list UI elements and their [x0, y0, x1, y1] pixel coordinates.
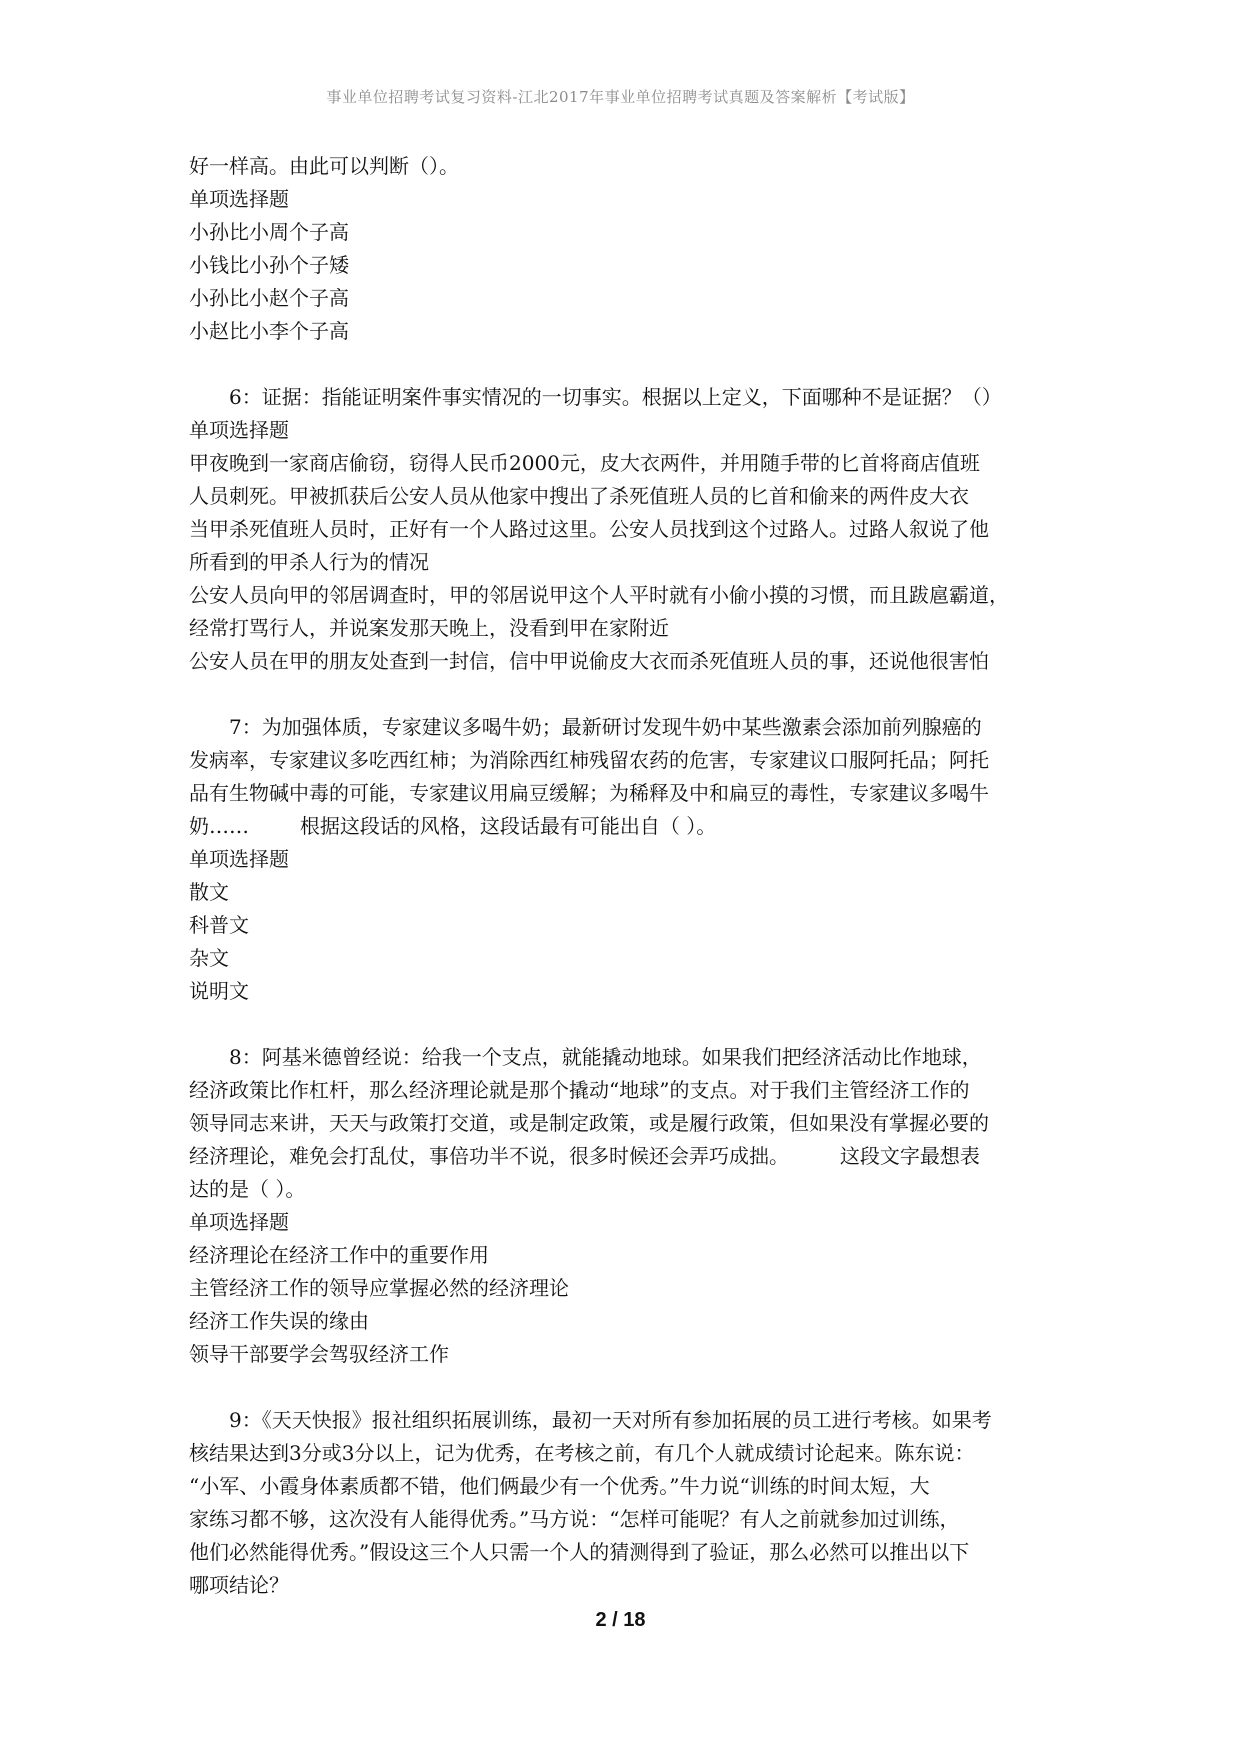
option: 经济理论在经济工作中的重要作用	[189, 1243, 489, 1267]
page-number: 2 / 18	[595, 1609, 646, 1631]
question-9	[189, 1404, 1059, 1602]
spacer	[189, 1371, 1059, 1404]
option: 人员刺死。甲被抓获后公安人员从他家中搜出了杀死值班人员的匕首和偷来的两件皮大衣	[189, 484, 969, 508]
question-stem: 9：《天天快报》报社组织拓展训练，最初一天对所有参加拓展的员工进行考核。如果考	[229, 1408, 992, 1432]
question-8	[189, 1041, 1059, 1371]
question-stem: 哪项结论？	[189, 1573, 289, 1597]
question-stem: 经济理论，难免会打乱仗，事倍功半不说，很多时候还会弄巧成拙。 这段文字最想表	[189, 1144, 980, 1168]
spacer	[189, 678, 1059, 711]
question-type: 单项选择题	[189, 847, 289, 871]
question-stem: 核结果达到3分或3分以上，记为优秀，在考核之前，有几个人就成绩讨论起来。陈东说：	[189, 1441, 975, 1465]
option: 当甲杀死值班人员时，正好有一个人路过这里。公安人员找到这个过路人。过路人叙说了他	[189, 517, 989, 541]
option: 小赵比小李个子高	[189, 319, 349, 343]
option: 公安人员向甲的邻居调查时，甲的邻居说甲这个人平时就有小偷小摸的习惯，而且跋扈霸道，	[189, 583, 1009, 607]
question-stem: 7：为加强体质，专家建议多喝牛奶；最新研讨发现牛奶中某些激素会添加前列腺癌的	[229, 715, 982, 739]
question-7	[189, 711, 1059, 1008]
spacer	[189, 348, 1059, 381]
question-5	[189, 150, 1059, 348]
option: 小孙比小周个子高	[189, 220, 349, 244]
option: 所看到的甲杀人行为的情况	[189, 550, 429, 574]
question-stem-tail: 好一样高。由此可以判断（）。	[189, 154, 459, 178]
question-stem: 8：阿基米德曾经说：给我一个支点，就能撬动地球。如果我们把经济活动比作地球，	[229, 1045, 982, 1069]
question-stem: 品有生物碱中毒的可能，专家建议用扁豆缓解；为稀释及中和扁豆的毒性，专家建议多喝牛	[189, 781, 989, 805]
page-header: 事业单位招聘考试复习资料-江北2017年事业单位招聘考试真题及答案解析【考试版】	[326, 88, 915, 106]
question-stem: 达的是（ ）。	[189, 1177, 306, 1201]
question-stem: 发病率，专家建议多吃西红柿；为消除西红柿残留农药的危害，专家建议口服阿托品；阿托	[189, 748, 989, 772]
question-stem: 他们必然能得优秀。”假设这三个人只需一个人的猜测得到了验证，那么必然可以推出以下	[189, 1540, 970, 1564]
spacer	[189, 1008, 1059, 1041]
option: 领导干部要学会驾驭经济工作	[189, 1342, 449, 1366]
option: 小孙比小赵个子高	[189, 286, 349, 310]
option: 甲夜晚到一家商店偷窃，窃得人民币2000元，皮大衣两件，并用随手带的匕首将商店值班	[189, 451, 980, 475]
question-stem: 领导同志来讲，天天与政策打交道，或是制定政策，或是履行政策，但如果没有掌握必要的	[189, 1111, 989, 1135]
question-stem: 6：证据：指能证明案件事实情况的一切事实。根据以上定义，下面哪种不是证据？（）	[229, 385, 1002, 409]
option: 经常打骂行人，并说案发那天晚上，没看到甲在家附近	[189, 616, 669, 640]
question-type: 单项选择题	[189, 418, 289, 442]
option: 小钱比小孙个子矮	[189, 253, 349, 277]
option: 说明文	[189, 979, 249, 1003]
question-type: 单项选择题	[189, 1210, 289, 1234]
option: 主管经济工作的领导应掌握必然的经济理论	[189, 1276, 569, 1300]
question-stem: “小军、小霞身体素质都不错，他们俩最少有一个优秀。”牛力说“训练的时间太短，大	[189, 1474, 930, 1498]
question-stem: 奶…… 根据这段话的风格，这段话最有可能出自（ ）。	[189, 814, 717, 838]
question-stem: 经济政策比作杠杆，那么经济理论就是那个撬动“地球”的支点。对于我们主管经济工作的	[189, 1078, 970, 1102]
option: 科普文	[189, 913, 249, 937]
question-type: 单项选择题	[189, 187, 289, 211]
question-stem: 家练习都不够，这次没有人能得优秀。”马方说：“怎样可能呢？有人之前就参加过训练，	[189, 1507, 960, 1531]
option: 杂文	[189, 946, 229, 970]
question-6	[189, 381, 1059, 678]
option: 散文	[189, 880, 229, 904]
document-body	[189, 150, 1059, 1602]
option: 公安人员在甲的朋友处查到一封信，信中甲说偷皮大衣而杀死值班人员的事，还说他很害怕	[189, 649, 989, 673]
option: 经济工作失误的缘由	[189, 1309, 369, 1333]
